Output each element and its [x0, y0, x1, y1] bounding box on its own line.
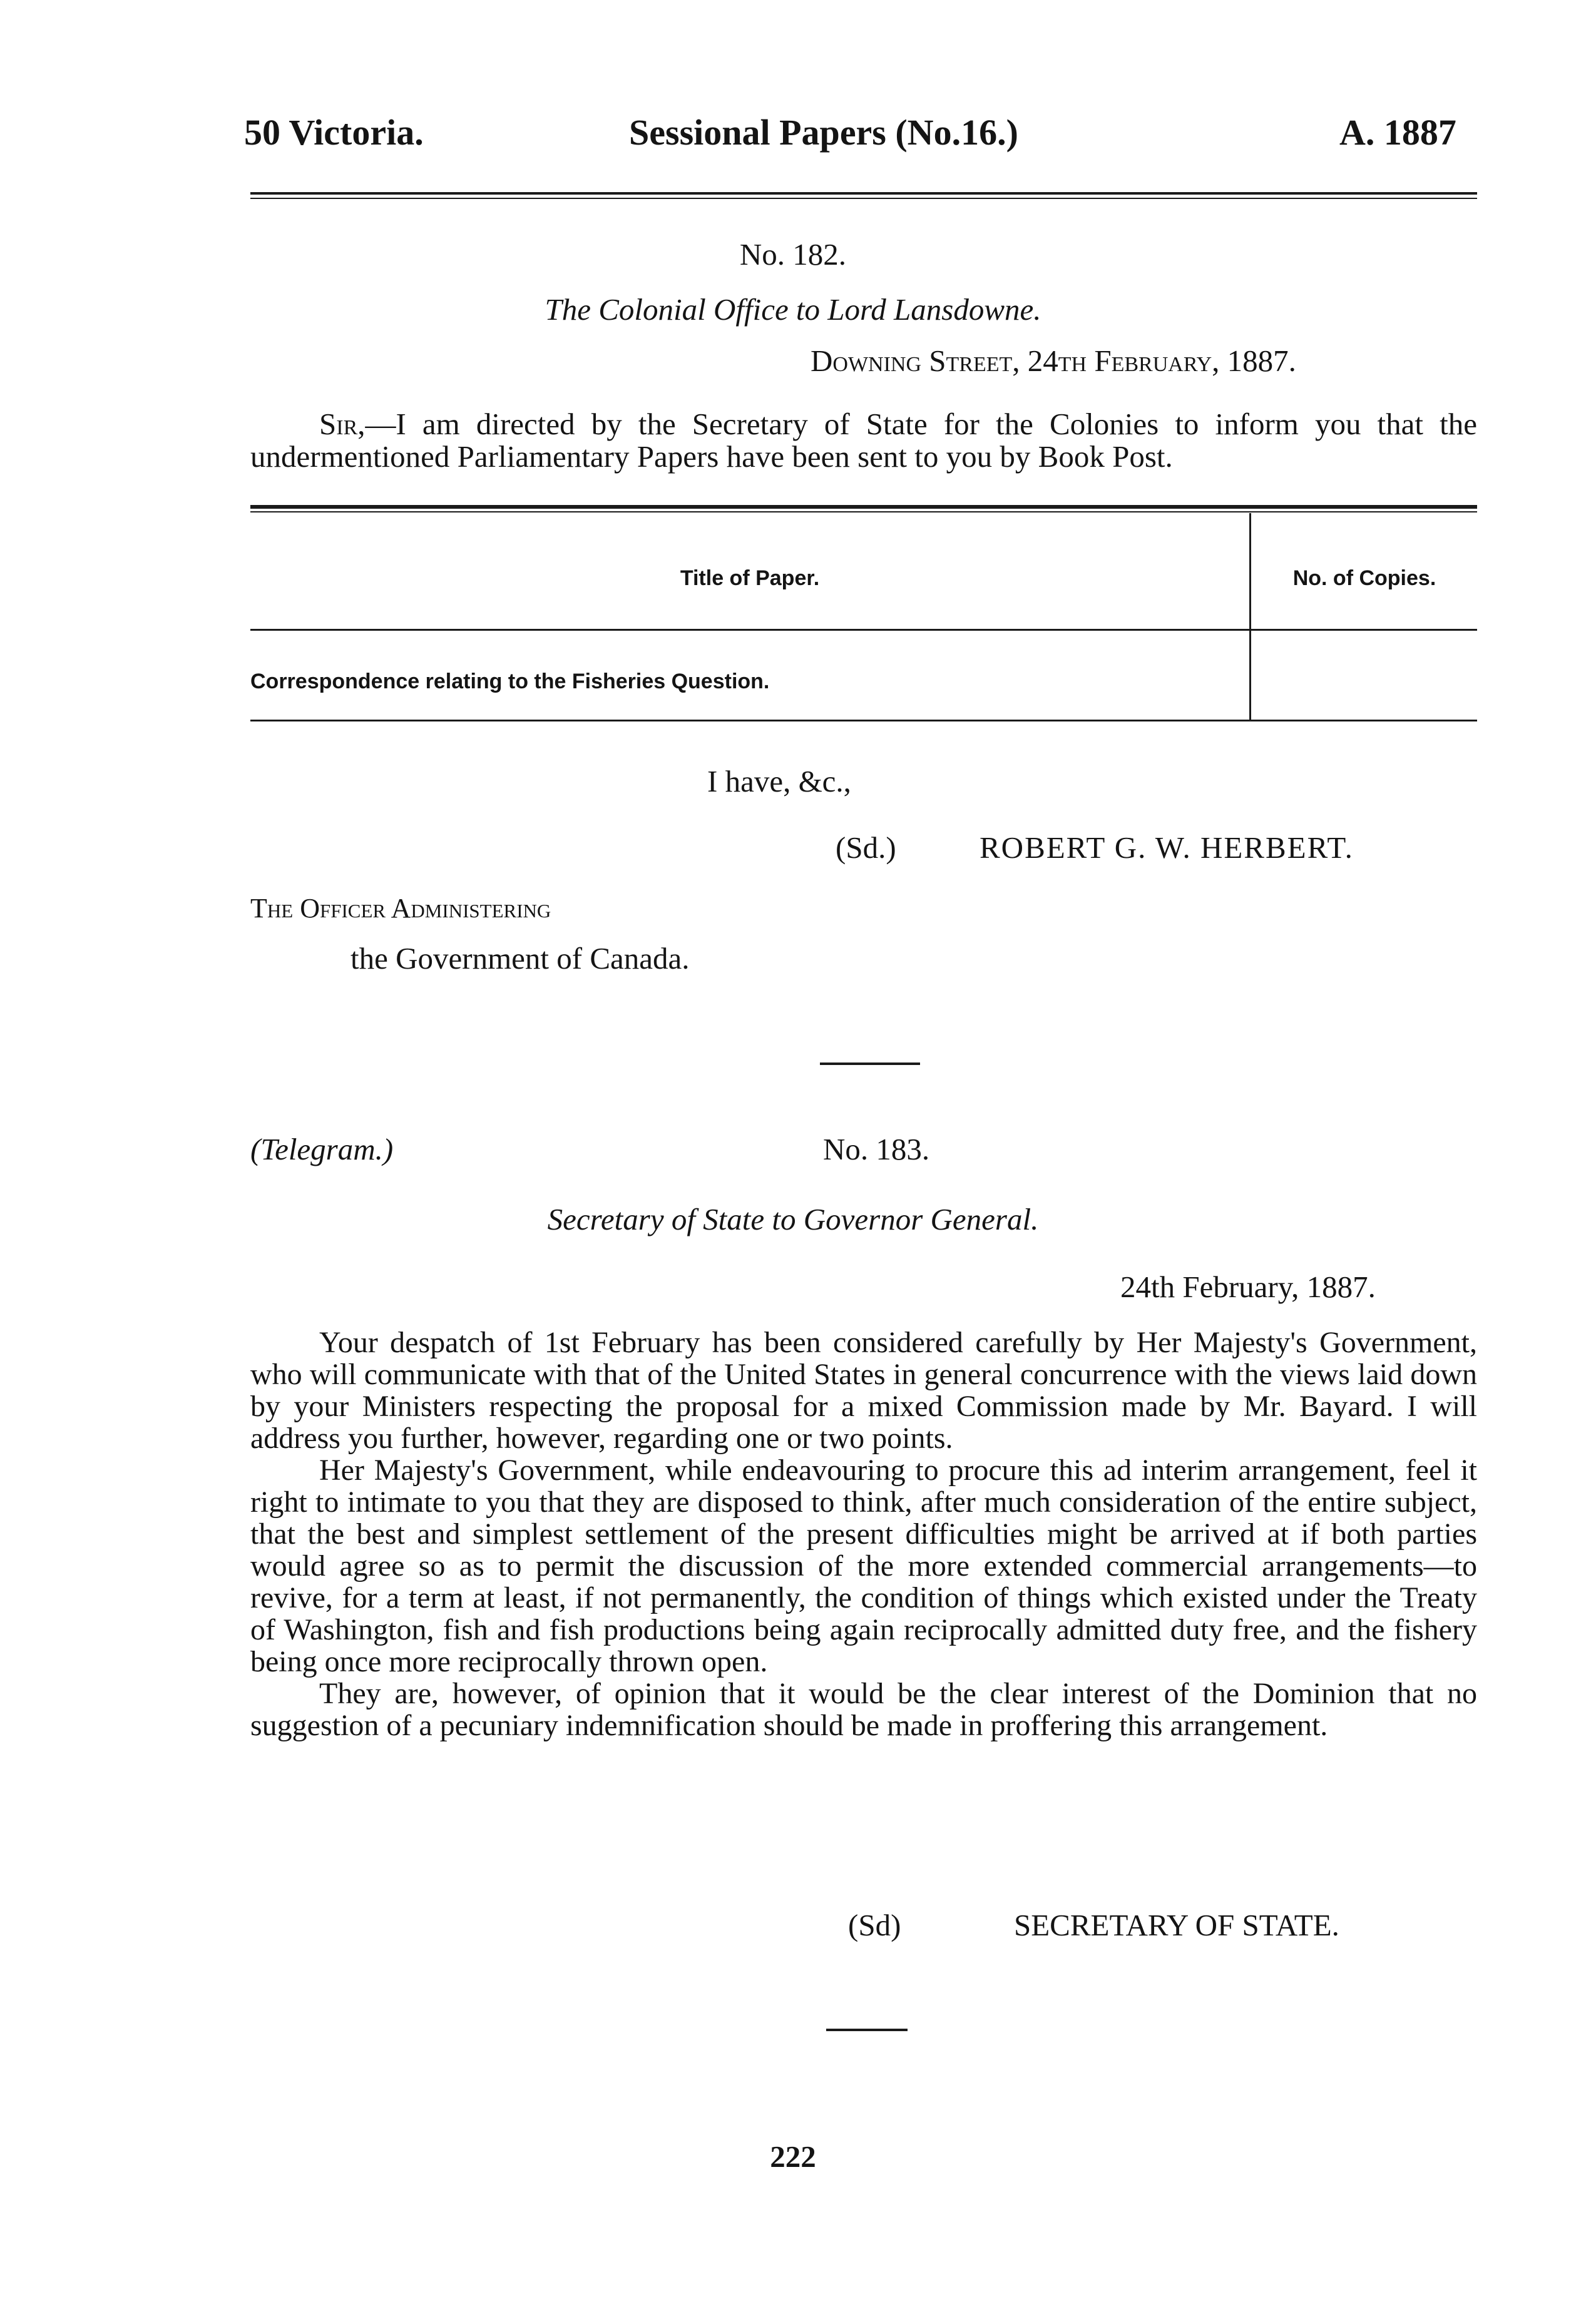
header-rule-thin — [250, 198, 1477, 199]
section-divider-2 — [826, 2029, 908, 2031]
dateline-text: Downing Street, 24th February, 1887. — [811, 344, 1296, 378]
doc183-number: No. 183. — [823, 1132, 930, 1166]
table-top-rule — [250, 505, 1477, 509]
doc183-paragraph-3: They are, however, of opinion that it would be the clear interest of the Dominion that no suggestion of a pecuniary indemnification should be made in proffering this arrangement. — [250, 1677, 1477, 1742]
doc182-dateline — [811, 344, 1296, 377]
doc182-signature: ROBERT G. W. HERBERT. — [980, 830, 1354, 865]
header-year: A. 1887 — [1339, 112, 1456, 153]
doc182-body — [250, 408, 1477, 473]
table-column-divider — [1249, 513, 1251, 720]
doc182-subtitle: The Colonial Office to Lord Lansdowne. — [545, 292, 1041, 327]
header-rule — [250, 192, 1477, 195]
table-header-title: Title of Paper. — [680, 566, 820, 590]
doc183-body — [250, 1327, 1477, 1741]
doc182-number: No. 182. — [739, 237, 847, 272]
header-title: Sessional Papers (No.16.) — [629, 112, 1018, 153]
doc182-addressee-2: the Government of Canada. — [350, 941, 690, 976]
page-number: 222 — [770, 2139, 816, 2174]
section-divider — [820, 1063, 920, 1065]
doc183-signed-prefix: (Sd) — [848, 1908, 901, 1942]
table-bottom-rule — [250, 720, 1477, 721]
table-header-rule — [250, 629, 1477, 631]
doc182-signed-prefix: (Sd.) — [836, 830, 896, 865]
doc182-closing: I have, &c., — [707, 764, 851, 798]
doc183-subtitle: Secretary of State to Governor General. — [547, 1202, 1039, 1236]
header-volume: 50 Victoria. — [244, 112, 424, 153]
doc183-signature: SECRETARY OF STATE. — [1014, 1908, 1339, 1942]
table-top-rule-thin — [250, 511, 1477, 512]
table-header-copies: No. of Copies. — [1292, 566, 1436, 590]
doc183-paragraph-2: Her Majesty's Government, while endeavouring to procure this ad interim arrangement, feel it right to intimate to you that they are disposed to think, after much consideration of the entire subject, that the best and simplest settlement of the present difficulties might be arrived at if both parties would agree so as to permit the discussion of the more extended commercial arrangements—to revive, for a term at least, if not permanently, the condition of things which existed under the Treaty of Washington, fish and fish productions being again reciprocally admitted duty free, and the fishery being once more reciprocally thrown open. — [250, 1454, 1477, 1678]
doc183-date: 24th February, 1887. — [1120, 1270, 1376, 1304]
doc182-body-text: —I am directed by the Secretary of State for the Colonies to inform you that the undermentioned Parliamentary Papers have been sent to you by Book Post. — [250, 407, 1477, 474]
table-cell-title: Correspondence relating to the Fisheries Question. — [250, 670, 770, 693]
salutation: Sir, — [319, 407, 366, 441]
doc183-paragraph-1: Your despatch of 1st February has been considered carefully by Her Majesty's Government, who will communicate with that of the United States in general concurrence with the views laid down by your Ministers respecting the proposal for a mixed Commission made by Mr. Bayard. I will address you further, however, regarding one or two points. — [250, 1326, 1477, 1455]
doc183-tag: (Telegram.) — [250, 1132, 394, 1166]
doc182-addressee-1: The Officer Administering — [250, 893, 551, 924]
